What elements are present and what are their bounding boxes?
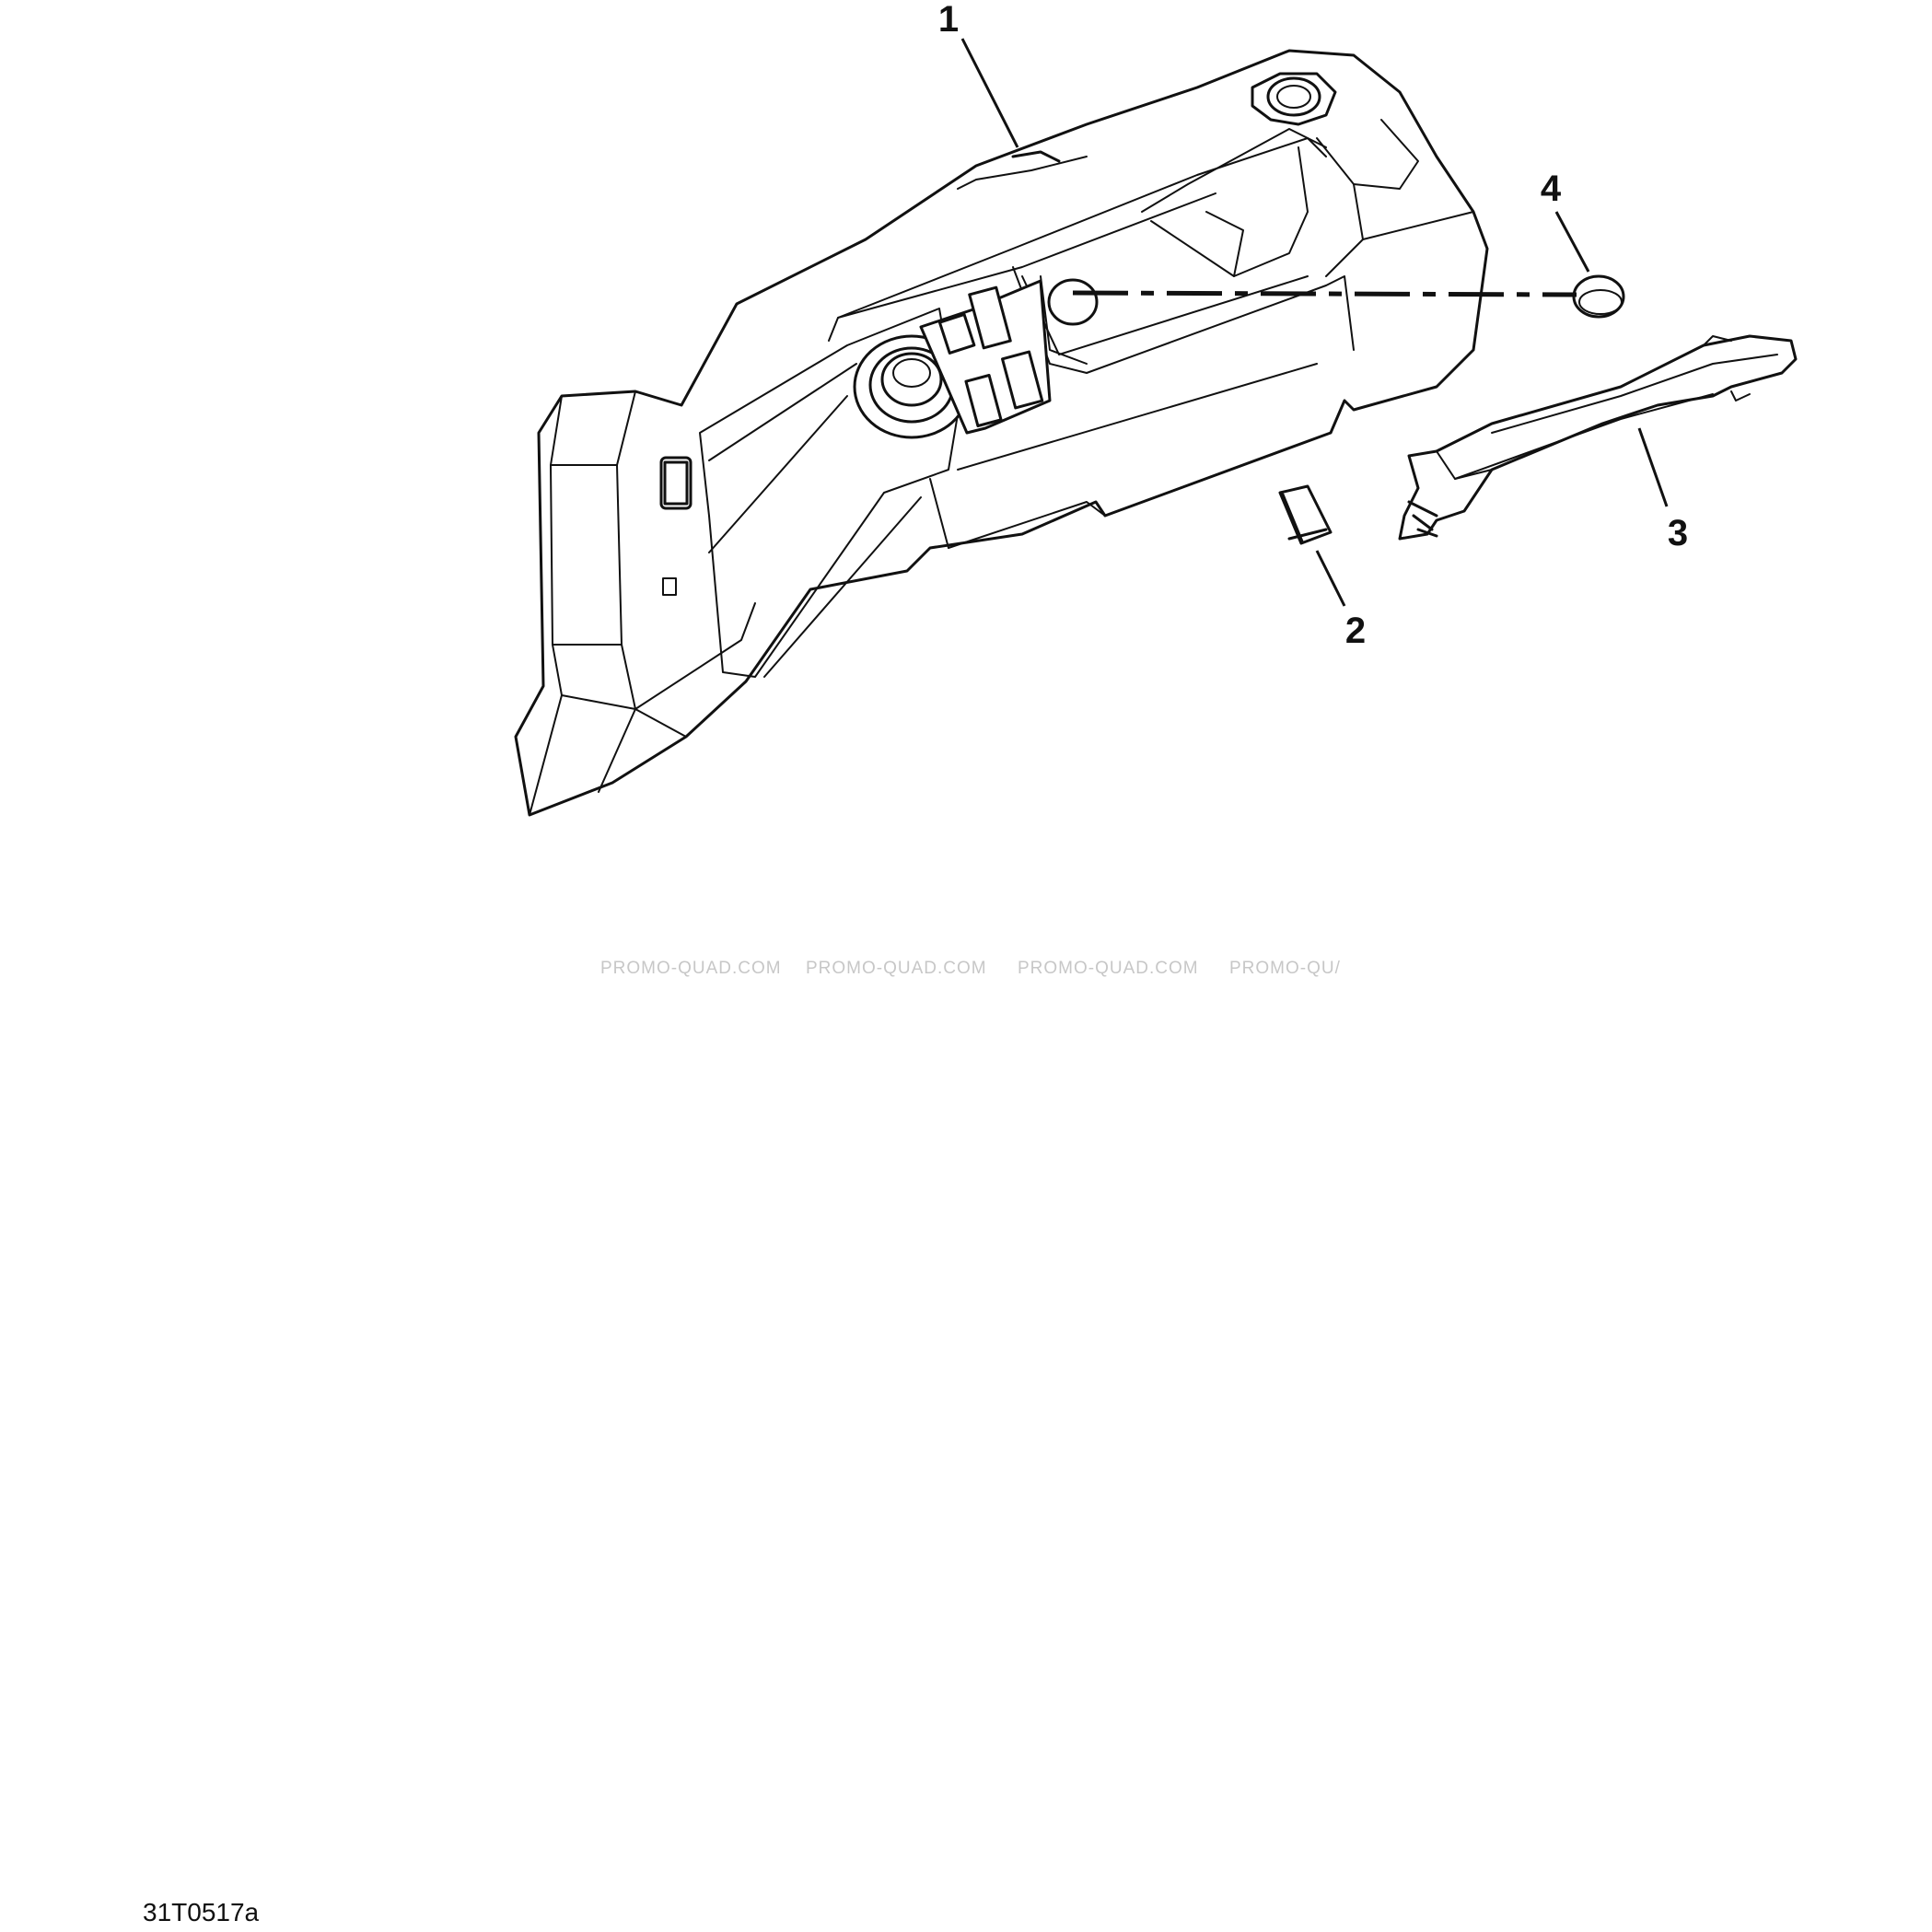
leader-2 [1317,551,1344,606]
dashboard-panel [516,51,1487,815]
round-cap [1574,276,1624,317]
small-block [1280,486,1331,543]
watermark-1: PROMO-QUAD.COM [600,959,782,978]
callout-number-2: 2 [1344,611,1367,651]
leader-4 [1556,212,1589,272]
figure-code: 31T0517a [143,1898,260,1926]
grab-handle [1400,336,1796,539]
watermark-2: PROMO-QUAD.COM [806,959,987,978]
watermark-3: PROMO-QUAD.COM [1018,959,1199,978]
callout-number-1: 1 [937,0,960,40]
callout-number-4: 4 [1540,169,1562,209]
watermark-4: PROMO-QU/ [1229,959,1341,978]
leader-1 [962,39,1018,147]
leader-3 [1639,428,1667,506]
callout-number-3: 3 [1667,513,1689,553]
